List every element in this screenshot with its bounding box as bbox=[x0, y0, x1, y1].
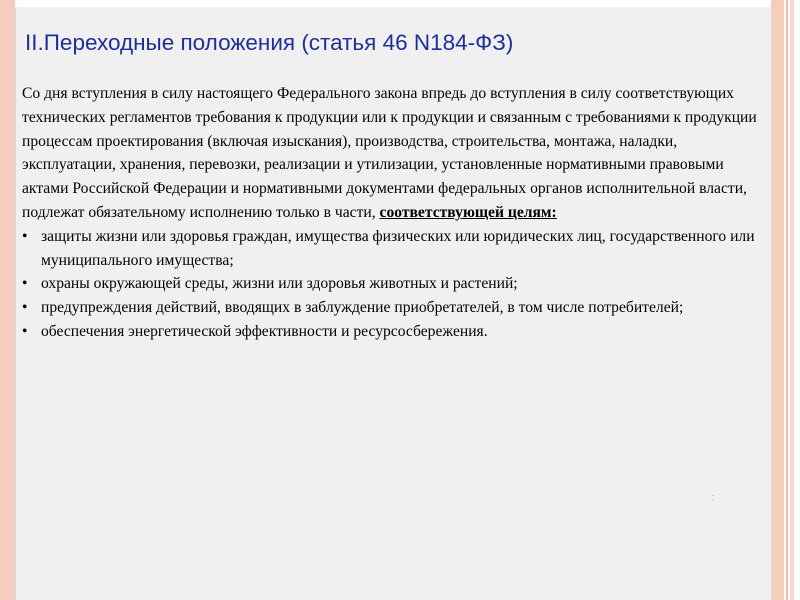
bullet-icon: • bbox=[22, 227, 28, 245]
corner-mark: : bbox=[712, 492, 715, 502]
list-item bbox=[22, 320, 767, 344]
bullet-icon: • bbox=[22, 322, 28, 340]
right-stripe-wide bbox=[771, 0, 784, 600]
left-stripe bbox=[0, 0, 15, 600]
list-item-text: охраны окружающей среды, жизни или здоровья животных и растений; bbox=[41, 275, 518, 293]
right-stripe-line bbox=[786, 0, 788, 600]
goals-list bbox=[22, 225, 767, 344]
main-paragraph bbox=[22, 82, 767, 225]
slide-body bbox=[22, 82, 767, 344]
emphasis-phrase: соответствующей целям: bbox=[379, 203, 557, 221]
list-item bbox=[22, 296, 767, 320]
slide-title: II.Переходные положения (статья 46 N184-ФЗ) bbox=[25, 30, 514, 55]
list-item-text: предупреждения действий, вводящих в заблуждение приобретателей, в том числе потребителей; bbox=[41, 299, 684, 317]
list-item-text: защиты жизни или здоровья граждан, имущества физических или юридических лиц, государственного или муниципального имущества; bbox=[41, 227, 755, 269]
list-item bbox=[22, 225, 767, 273]
list-item bbox=[22, 272, 767, 296]
list-item-text: обеспечения энергетической эффективности и ресурсосбережения. bbox=[41, 322, 488, 340]
bullet-icon: • bbox=[22, 299, 28, 317]
main-paragraph-text: Со дня вступления в силу настоящего Федерального закона впредь до вступления в силу соответствующих технических регламентов требования к продукции или к продукции и связанным с требованиями к продукции процессам проектирования (включая изыскания), производства, строительства, монтажа, наладки, эксплуатации, хранения, перевозки, реализации и утилизации, установленные нормативными правовыми актами Российской Федерации и нормативными документами федеральных органов исполнительной власти, подлежат обязательному исполнению только в части, bbox=[22, 85, 757, 221]
right-stripe-narrow bbox=[790, 0, 794, 600]
bullet-icon: • bbox=[22, 275, 28, 293]
